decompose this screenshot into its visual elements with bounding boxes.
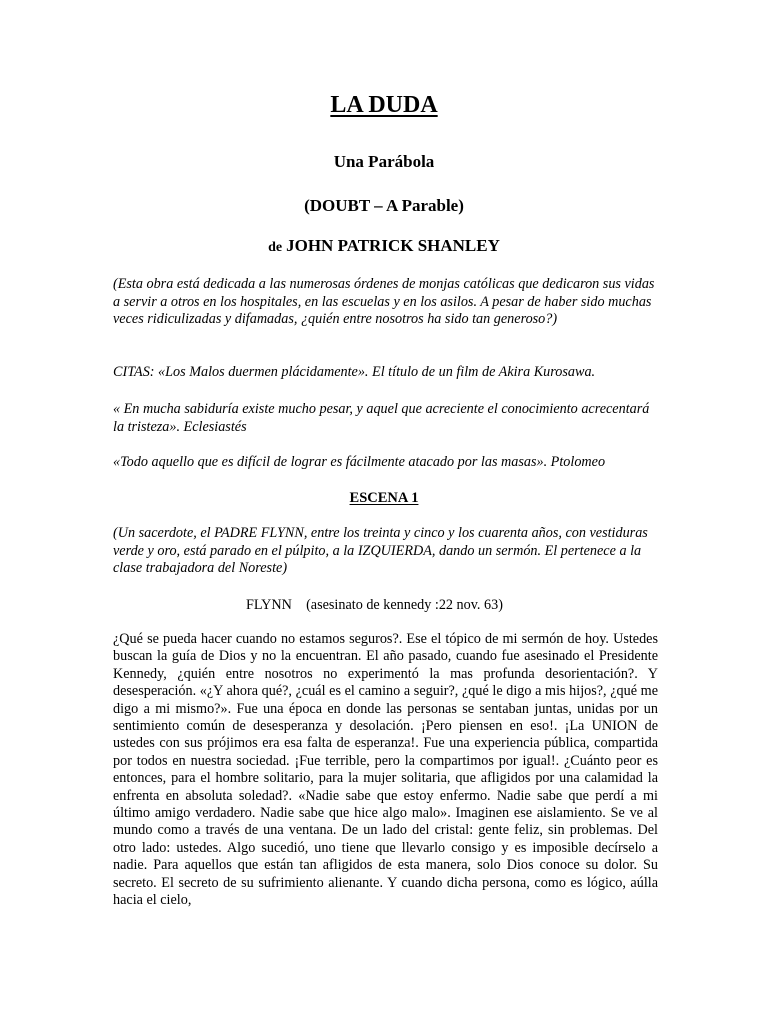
quote-ecclesiastes: « En mucha sabiduría existe mucho pesar, y aquel que acreciente el conocimiento acrecentará la tristeza». Eclesiastés xyxy=(113,401,650,435)
document-title: LA DUDA xyxy=(330,92,438,118)
author-line xyxy=(0,236,768,256)
english-title: (DOUBT – A Parable) xyxy=(304,196,464,215)
author-prefix: de xyxy=(268,240,283,255)
speaker-line xyxy=(246,597,503,614)
scene-heading: ESCENA 1 xyxy=(349,490,419,506)
stage-direction: (Un sacerdote, el PADRE FLYNN, entre los treinta y cinco y los cuarenta años, con vestiduras verde y oro, está parado en el púlpito, a la IZQUIERDA, dando un sermón. El pertenece a la clase trabajadora del Noreste) xyxy=(113,525,648,577)
dedication-paragraph: (Esta obra está dedicada a las numerosas órdenes de monjas católicas que dedicaron sus vidas a servir a otros en los hospitales, en las escuelas y en los asilos. A pesar de haber sido muchas veces ridiculizadas y difamadas, ¿quién entre nosotros ha sido tan generoso?) xyxy=(113,276,655,328)
citas-paragraph: CITAS: «Los Malos duermen plácidamente». El título de un film de Akira Kurosawa. xyxy=(113,364,596,380)
quote-ptolomeo: «Todo aquello que es difícil de lograr es fácilmente atacado por las masas». Ptolomeo xyxy=(113,454,606,470)
speaker-name: FLYNN xyxy=(246,597,292,613)
speaker-note: (asesinato de kennedy :22 nov. 63) xyxy=(306,597,503,613)
document-subtitle: Una Parábola xyxy=(333,152,435,171)
sermon-text: ¿Qué se pueda hacer cuando no estamos seguros?. Ese el tópico de mi sermón de hoy. Ustedes buscan la guía de Dios y no la encuentran. El año pasado, cuando fue asesinado el Presidente Kennedy, ¿quién entre nosotros no experimentó la mas profunda desorientación?. Y desesperación. «¿Y ahora qué?, ¿cuál es el camino a seguir?, ¿qué le digo a mis hijos?, ¿qué me digo a mi mismo?». Fue una época en donde las personas se sentaban juntas, unidas por un sentimiento común de desesperanza y desolación. ¡Pero piensen en eso!. ¡La UNION de ustedes con sus prójimos era esa falta de esperanza!. Fue una experiencia pública, compartida por todos en nuestra sociedad. ¡Fue terrible, pero la compartimos por igual!. ¿Cuánto peor es entonces, para el hombre solitario, para la mujer solitaria, que afligidos por una calamidad la enfrenta en absoluta soledad?. «Nadie sabe que estoy enfermo. Nadie sabe que perdí a mi último amigo verdadero. Nadie sabe que hice algo malo». Imaginen ese aislamiento. Se ve al mundo como a través de una ventana. De un lado del cristal: gente feliz, sin problemas. Del otro lado: ustedes. Algo sucedió, uno tiene que llevarlo consigo y es imposible decírselo a nadie. Para aquellos que están tan afligidos de esta manera, solo Dios conoce su dolor. Su secreto. El secreto de su sufrimiento alienante. Y cuando dicha persona, como es lógico, aúlla hacia el cielo, xyxy=(113,631,658,909)
author-name: JOHN PATRICK SHANLEY xyxy=(286,236,500,255)
